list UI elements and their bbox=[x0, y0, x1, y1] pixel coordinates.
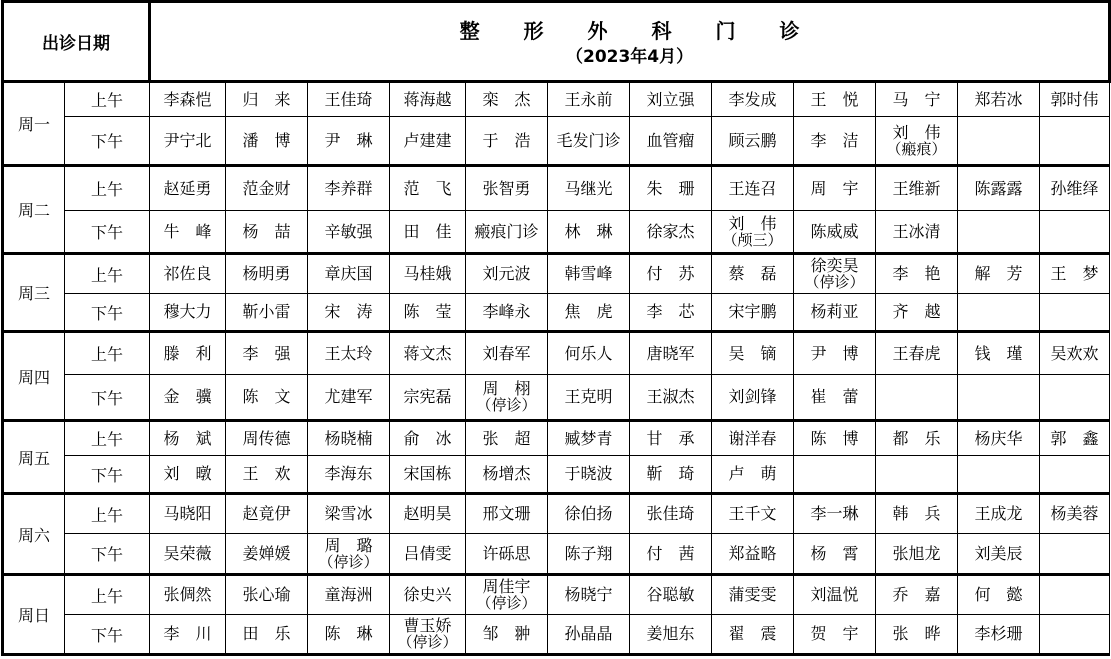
day-label: 周四 bbox=[3, 332, 65, 421]
doctor-cell: 何乐人 bbox=[548, 332, 630, 375]
doctor-cell: 邹 翀 bbox=[466, 615, 548, 655]
doctor-cell: 尹 博 bbox=[794, 332, 876, 375]
doctor-cell: 李一琳 bbox=[794, 494, 876, 534]
doctor-cell bbox=[1040, 375, 1110, 421]
header-row bbox=[3, 2, 1110, 82]
doctor-cell: 孙晶晶 bbox=[548, 615, 630, 655]
schedule-row bbox=[3, 294, 1110, 332]
doctor-name: 刘 伟 bbox=[728, 213, 777, 233]
doctor-cell: 刘元波 bbox=[466, 254, 548, 294]
period-label: 下午 bbox=[65, 375, 150, 421]
schedule-row bbox=[3, 375, 1110, 421]
doctor-cell: 陈威威 bbox=[794, 211, 876, 254]
doctor-cell: 钱 瑾 bbox=[958, 332, 1040, 375]
doctor-note: （停诊） bbox=[804, 273, 865, 291]
doctor-cell: 臧梦青 bbox=[548, 421, 630, 456]
doctor-cell: 李 强 bbox=[226, 332, 308, 375]
doctor-name: 周 栩 bbox=[482, 379, 531, 398]
doctor-cell: 血管瘤 bbox=[630, 117, 712, 166]
doctor-cell: 王 梦 bbox=[1040, 254, 1110, 294]
doctor-cell: 杨晓楠 bbox=[308, 421, 390, 456]
doctor-cell: 林 琳 bbox=[548, 211, 630, 254]
doctor-cell: 田 乐 bbox=[226, 615, 308, 655]
doctor-cell bbox=[958, 456, 1040, 494]
doctor-cell: 王克明 bbox=[548, 375, 630, 421]
schedule-row bbox=[3, 494, 1110, 534]
doctor-cell: 韩雪峰 bbox=[548, 254, 630, 294]
doctor-cell: 赵明昊 bbox=[390, 494, 466, 534]
doctor-cell: 牛 峰 bbox=[150, 211, 226, 254]
doctor-name: 曹玉娇 bbox=[403, 616, 452, 635]
doctor-cell bbox=[958, 375, 1040, 421]
period-label: 下午 bbox=[65, 117, 150, 166]
doctor-cell: 毛发门诊 bbox=[548, 117, 630, 166]
doctor-cell bbox=[1040, 615, 1110, 655]
doctor-cell: 马继光 bbox=[548, 166, 630, 211]
doctor-cell: 刘立强 bbox=[630, 82, 712, 117]
doctor-cell: 唐晓军 bbox=[630, 332, 712, 375]
doctor-cell: 齐 越 bbox=[876, 294, 958, 332]
doctor-cell: 归 来 bbox=[226, 82, 308, 117]
doctor-cell: 孙维绎 bbox=[1040, 166, 1110, 211]
doctor-name: 徐奕昊 bbox=[810, 256, 859, 275]
doctor-cell: 蒲雯雯 bbox=[712, 575, 794, 615]
doctor-cell: 王连召 bbox=[712, 166, 794, 211]
doctor-cell: 郑益略 bbox=[712, 534, 794, 575]
period-label: 上午 bbox=[65, 82, 150, 117]
doctor-cell: 姜旭东 bbox=[630, 615, 712, 655]
doctor-cell: 祁佐良 bbox=[150, 254, 226, 294]
doctor-cell bbox=[1040, 294, 1110, 332]
schedule-row bbox=[3, 166, 1110, 211]
doctor-cell: 张倜然 bbox=[150, 575, 226, 615]
doctor-cell: 刘温悦 bbox=[794, 575, 876, 615]
doctor-cell: 邢文珊 bbox=[466, 494, 548, 534]
doctor-cell: 翟 震 bbox=[712, 615, 794, 655]
doctor-cell: 卢建建 bbox=[390, 117, 466, 166]
period-label: 下午 bbox=[65, 615, 150, 655]
doctor-cell: 陈 莹 bbox=[390, 294, 466, 332]
day-label: 周二 bbox=[3, 166, 65, 254]
doctor-cell: 滕 利 bbox=[150, 332, 226, 375]
doctor-cell: 范金财 bbox=[226, 166, 308, 211]
doctor-cell: 王成龙 bbox=[958, 494, 1040, 534]
doctor-cell: 王春虎 bbox=[876, 332, 958, 375]
doctor-cell: 蒋文杰 bbox=[390, 332, 466, 375]
doctor-cell: 辛敏强 bbox=[308, 211, 390, 254]
doctor-cell: 杨明勇 bbox=[226, 254, 308, 294]
doctor-cell: 张佳琦 bbox=[630, 494, 712, 534]
doctor-cell: 韩 兵 bbox=[876, 494, 958, 534]
doctor-note: （停诊） bbox=[397, 633, 458, 651]
doctor-cell: 潘 博 bbox=[226, 117, 308, 166]
period-label: 上午 bbox=[65, 421, 150, 456]
doctor-cell: 王 欢 bbox=[226, 456, 308, 494]
doctor-cell: 张智勇 bbox=[466, 166, 548, 211]
doctor-cell bbox=[308, 534, 390, 575]
doctor-cell: 刘美辰 bbox=[958, 534, 1040, 575]
period-label: 下午 bbox=[65, 211, 150, 254]
doctor-cell: 徐史兴 bbox=[390, 575, 466, 615]
doctor-cell: 杨晓宁 bbox=[548, 575, 630, 615]
doctor-cell: 郭 鑫 bbox=[1040, 421, 1110, 456]
doctor-cell: 靳小雷 bbox=[226, 294, 308, 332]
period-label: 下午 bbox=[65, 534, 150, 575]
doctor-cell: 王千文 bbox=[712, 494, 794, 534]
doctor-cell: 尹 琳 bbox=[308, 117, 390, 166]
doctor-cell: 朱 珊 bbox=[630, 166, 712, 211]
doctor-cell: 王佳琦 bbox=[308, 82, 390, 117]
doctor-cell: 王维新 bbox=[876, 166, 958, 211]
doctor-cell: 吴欢欢 bbox=[1040, 332, 1110, 375]
doctor-cell: 谢洋春 bbox=[712, 421, 794, 456]
doctor-cell: 杨 喆 bbox=[226, 211, 308, 254]
doctor-cell: 张 晔 bbox=[876, 615, 958, 655]
doctor-cell: 宋国栋 bbox=[390, 456, 466, 494]
doctor-cell: 靳 琦 bbox=[630, 456, 712, 494]
doctor-cell: 崔 蕾 bbox=[794, 375, 876, 421]
day-label: 周五 bbox=[3, 421, 65, 494]
doctor-cell: 李杉珊 bbox=[958, 615, 1040, 655]
doctor-cell: 李发成 bbox=[712, 82, 794, 117]
doctor-cell: 尤建军 bbox=[308, 375, 390, 421]
period-label: 上午 bbox=[65, 575, 150, 615]
doctor-cell bbox=[712, 211, 794, 254]
doctor-cell: 蔡 磊 bbox=[712, 254, 794, 294]
doctor-cell: 于 浩 bbox=[466, 117, 548, 166]
doctor-cell: 郑若冰 bbox=[958, 82, 1040, 117]
table-title: 整形外科门诊 bbox=[459, 18, 844, 43]
doctor-cell: 张 超 bbox=[466, 421, 548, 456]
doctor-cell: 赵竟伊 bbox=[226, 494, 308, 534]
doctor-cell: 李海东 bbox=[308, 456, 390, 494]
doctor-cell: 李 芯 bbox=[630, 294, 712, 332]
doctor-cell: 王永前 bbox=[548, 82, 630, 117]
day-label: 周一 bbox=[3, 82, 65, 166]
doctor-note: （停诊） bbox=[318, 552, 379, 571]
doctor-cell: 陈 琳 bbox=[308, 615, 390, 655]
doctor-name: 刘 伟 bbox=[892, 122, 941, 142]
doctor-cell bbox=[1040, 211, 1110, 254]
doctor-note: （停诊） bbox=[476, 594, 537, 612]
doctor-cell bbox=[466, 375, 548, 421]
doctor-cell: 马 宁 bbox=[876, 82, 958, 117]
doctor-cell bbox=[876, 375, 958, 421]
period-label: 下午 bbox=[65, 294, 150, 332]
doctor-cell: 尹宁北 bbox=[150, 117, 226, 166]
doctor-cell: 田 佳 bbox=[390, 211, 466, 254]
doctor-cell bbox=[1040, 456, 1110, 494]
doctor-cell: 杨增杰 bbox=[466, 456, 548, 494]
doctor-cell: 吴荣薇 bbox=[150, 534, 226, 575]
doctor-cell: 杨 霄 bbox=[794, 534, 876, 575]
doctor-cell: 解 芳 bbox=[958, 254, 1040, 294]
doctor-cell: 陈 博 bbox=[794, 421, 876, 456]
doctor-cell: 刘春军 bbox=[466, 332, 548, 375]
doctor-cell bbox=[466, 575, 548, 615]
doctor-note: （颅三） bbox=[722, 230, 783, 249]
doctor-cell: 王冰清 bbox=[876, 211, 958, 254]
doctor-cell: 张心瑜 bbox=[226, 575, 308, 615]
doctor-cell: 刘 暾 bbox=[150, 456, 226, 494]
table-title-cell bbox=[150, 2, 1110, 82]
doctor-cell: 顾云鹏 bbox=[712, 117, 794, 166]
schedule-row bbox=[3, 421, 1110, 456]
schedule-row bbox=[3, 615, 1110, 655]
doctor-cell bbox=[958, 117, 1040, 166]
doctor-cell: 宗宪磊 bbox=[390, 375, 466, 421]
doctor-cell: 焦 虎 bbox=[548, 294, 630, 332]
period-label: 下午 bbox=[65, 456, 150, 494]
doctor-cell: 王淑杰 bbox=[630, 375, 712, 421]
doctor-cell bbox=[1040, 117, 1110, 166]
doctor-cell bbox=[958, 211, 1040, 254]
doctor-cell: 王太玲 bbox=[308, 332, 390, 375]
doctor-cell: 金 骥 bbox=[150, 375, 226, 421]
doctor-cell: 李森恺 bbox=[150, 82, 226, 117]
doctor-cell: 穆大力 bbox=[150, 294, 226, 332]
schedule-row bbox=[3, 117, 1110, 166]
day-label: 周三 bbox=[3, 254, 65, 332]
doctor-cell: 李峰永 bbox=[466, 294, 548, 332]
schedule-row bbox=[3, 82, 1110, 117]
doctor-note: （停诊） bbox=[476, 396, 537, 414]
doctor-cell bbox=[794, 456, 876, 494]
doctor-cell: 徐伯扬 bbox=[548, 494, 630, 534]
doctor-cell: 贺 宇 bbox=[794, 615, 876, 655]
doctor-cell: 付 茜 bbox=[630, 534, 712, 575]
doctor-cell: 李 艳 bbox=[876, 254, 958, 294]
doctor-cell: 都 乐 bbox=[876, 421, 958, 456]
doctor-cell: 陈子翔 bbox=[548, 534, 630, 575]
doctor-cell: 卢 萌 bbox=[712, 456, 794, 494]
doctor-cell: 李 川 bbox=[150, 615, 226, 655]
doctor-cell: 刘剑锋 bbox=[712, 375, 794, 421]
doctor-cell: 姜婵媛 bbox=[226, 534, 308, 575]
doctor-cell bbox=[876, 456, 958, 494]
doctor-cell: 周 宇 bbox=[794, 166, 876, 211]
doctor-cell bbox=[1040, 575, 1110, 615]
doctor-cell bbox=[794, 254, 876, 294]
schedule-row bbox=[3, 456, 1110, 494]
doctor-cell: 宋 涛 bbox=[308, 294, 390, 332]
doctor-cell: 张旭龙 bbox=[876, 534, 958, 575]
doctor-cell: 蒋海越 bbox=[390, 82, 466, 117]
corner-label: 出诊日期 bbox=[3, 2, 150, 82]
period-label: 上午 bbox=[65, 332, 150, 375]
doctor-cell: 徐家杰 bbox=[630, 211, 712, 254]
doctor-cell bbox=[390, 615, 466, 655]
table-subtitle: （2023年4月） bbox=[565, 46, 694, 67]
doctor-cell: 付 苏 bbox=[630, 254, 712, 294]
schedule-row bbox=[3, 575, 1110, 615]
doctor-cell: 李养群 bbox=[308, 166, 390, 211]
doctor-cell: 杨莉亚 bbox=[794, 294, 876, 332]
doctor-cell bbox=[1040, 534, 1110, 575]
schedule-row bbox=[3, 254, 1110, 294]
doctor-cell: 李 洁 bbox=[794, 117, 876, 166]
doctor-name: 周佳宇 bbox=[482, 577, 531, 596]
day-label: 周六 bbox=[3, 494, 65, 575]
doctor-cell: 何 懿 bbox=[958, 575, 1040, 615]
doctor-cell: 吕倩雯 bbox=[390, 534, 466, 575]
doctor-cell: 杨 斌 bbox=[150, 421, 226, 456]
doctor-cell: 陈露露 bbox=[958, 166, 1040, 211]
doctor-cell: 谷聪敏 bbox=[630, 575, 712, 615]
schedule-row bbox=[3, 332, 1110, 375]
doctor-cell: 乔 嘉 bbox=[876, 575, 958, 615]
doctor-cell: 许砾思 bbox=[466, 534, 548, 575]
doctor-cell: 宋宇鹏 bbox=[712, 294, 794, 332]
doctor-cell: 俞 冰 bbox=[390, 421, 466, 456]
schedule-row bbox=[3, 211, 1110, 254]
doctor-cell bbox=[876, 117, 958, 166]
schedule-table bbox=[1, 0, 1111, 656]
doctor-cell: 栾 杰 bbox=[466, 82, 548, 117]
doctor-cell: 周传德 bbox=[226, 421, 308, 456]
doctor-note: （瘢痕） bbox=[886, 139, 947, 158]
doctor-cell: 郭时伟 bbox=[1040, 82, 1110, 117]
doctor-cell: 马晓阳 bbox=[150, 494, 226, 534]
doctor-cell: 梁雪冰 bbox=[308, 494, 390, 534]
schedule-row bbox=[3, 534, 1110, 575]
doctor-cell: 吴 镝 bbox=[712, 332, 794, 375]
day-label: 周日 bbox=[3, 575, 65, 655]
period-label: 上午 bbox=[65, 254, 150, 294]
doctor-cell: 章庆国 bbox=[308, 254, 390, 294]
doctor-name: 周 璐 bbox=[324, 535, 373, 555]
doctor-cell: 甘 承 bbox=[630, 421, 712, 456]
doctor-cell: 陈 文 bbox=[226, 375, 308, 421]
period-label: 上午 bbox=[65, 166, 150, 211]
doctor-cell: 赵延勇 bbox=[150, 166, 226, 211]
doctor-cell: 童海洲 bbox=[308, 575, 390, 615]
doctor-cell: 杨庆华 bbox=[958, 421, 1040, 456]
doctor-cell: 瘢痕门诊 bbox=[466, 211, 548, 254]
doctor-cell: 杨美蓉 bbox=[1040, 494, 1110, 534]
doctor-cell: 王 悦 bbox=[794, 82, 876, 117]
period-label: 上午 bbox=[65, 494, 150, 534]
doctor-cell bbox=[958, 294, 1040, 332]
doctor-cell: 于晓波 bbox=[548, 456, 630, 494]
schedule-body bbox=[3, 2, 1110, 655]
doctor-cell: 范 飞 bbox=[390, 166, 466, 211]
doctor-cell: 马桂娥 bbox=[390, 254, 466, 294]
